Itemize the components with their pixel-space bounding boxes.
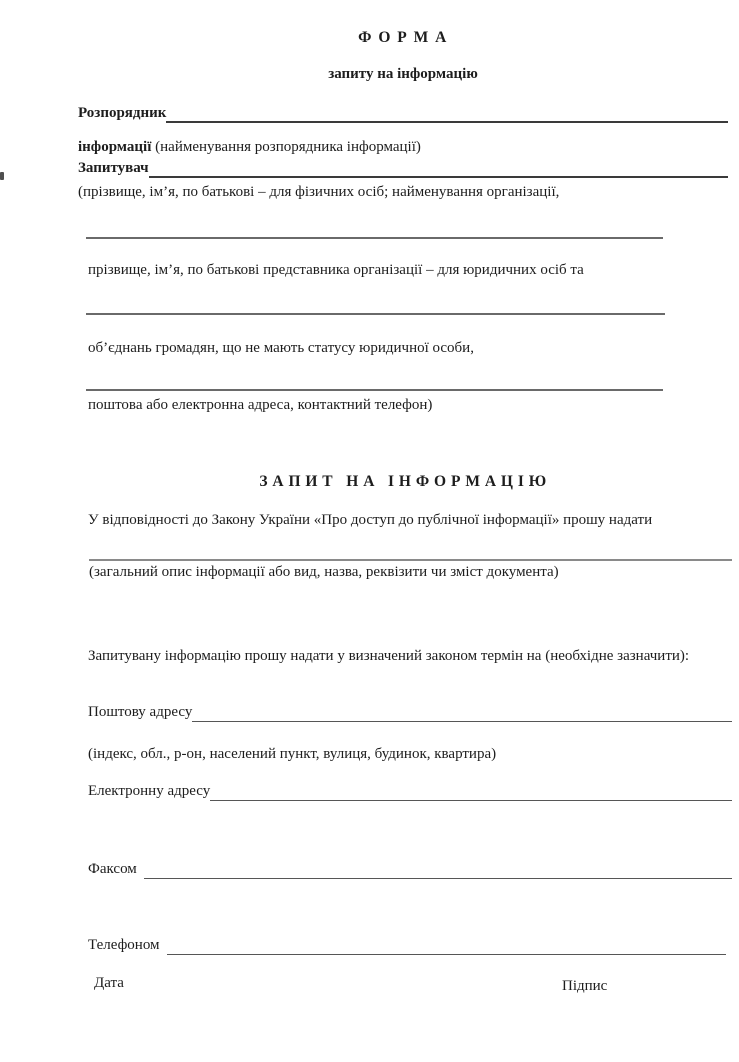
requester-fill-line-4[interactable] bbox=[86, 389, 663, 391]
rozporiadnyk-row bbox=[78, 104, 728, 123]
rozporiadnyk-label: Розпорядник bbox=[78, 105, 167, 121]
caption-individual: (прізвище, ім’я, по батькові – для фізичних осіб; найменування організації, bbox=[78, 184, 560, 200]
date-label: Дата bbox=[94, 975, 124, 991]
zapytuvach-label: Запитувач bbox=[78, 160, 149, 176]
informatsii-label: інформації bbox=[78, 139, 152, 155]
requester-fill-line-2[interactable] bbox=[86, 237, 663, 239]
email-row bbox=[88, 782, 732, 801]
requester-fill-line-3[interactable] bbox=[86, 313, 665, 315]
description-caption: (загальний опис інформації або вид, назва, реквізити чи зміст документа) bbox=[89, 564, 559, 580]
caption-contacts: поштова або електронна адреса, контактний телефон) bbox=[88, 397, 433, 413]
postal-fill-line[interactable] bbox=[192, 703, 732, 722]
request-intro: У відповідності до Закону України «Про доступ до публічної інформації» прошу надати bbox=[88, 512, 653, 528]
request-heading: З А П И Т Н А І Н Ф О Р М А Ц І Ю bbox=[259, 473, 547, 490]
phone-row bbox=[88, 936, 726, 955]
informatsii-note: (найменування розпорядника інформації) bbox=[151, 139, 421, 155]
postal-label: Поштову адресу bbox=[88, 704, 193, 720]
description-fill-line[interactable] bbox=[89, 559, 732, 561]
rozporiadnyk-fill-line[interactable] bbox=[166, 104, 728, 123]
email-label: Електронну адресу bbox=[88, 783, 211, 799]
form-subtitle: запиту на інформацію bbox=[328, 66, 478, 82]
caption-representative: прізвище, ім’я, по батькові представника організації – для юридичних осіб та bbox=[88, 262, 584, 278]
delivery-intro: Запитувану інформацію прошу надати у визначений законом термін на (необхідне зазначити): bbox=[88, 648, 690, 664]
phone-label: Телефоном bbox=[88, 937, 160, 953]
zapytuvach-fill-line[interactable] bbox=[149, 159, 728, 178]
fax-label: Факсом bbox=[88, 861, 137, 877]
scan-artifact bbox=[0, 172, 4, 180]
fax-fill-line[interactable] bbox=[144, 860, 732, 879]
postal-caption: (індекс, обл., р-он, населений пункт, вулиця, будинок, квартира) bbox=[88, 746, 497, 762]
phone-fill-line[interactable] bbox=[167, 936, 726, 955]
signature-label: Підпис bbox=[562, 978, 608, 994]
fax-row bbox=[88, 860, 732, 879]
email-fill-line[interactable] bbox=[210, 782, 732, 801]
informatsii-line bbox=[78, 138, 421, 157]
zapytuvach-row bbox=[78, 159, 728, 178]
caption-associations: об’єднань громадян, що не мають статусу юридичної особи, bbox=[88, 340, 474, 356]
postal-row bbox=[88, 703, 732, 722]
form-title: Ф О Р М А bbox=[358, 29, 448, 46]
